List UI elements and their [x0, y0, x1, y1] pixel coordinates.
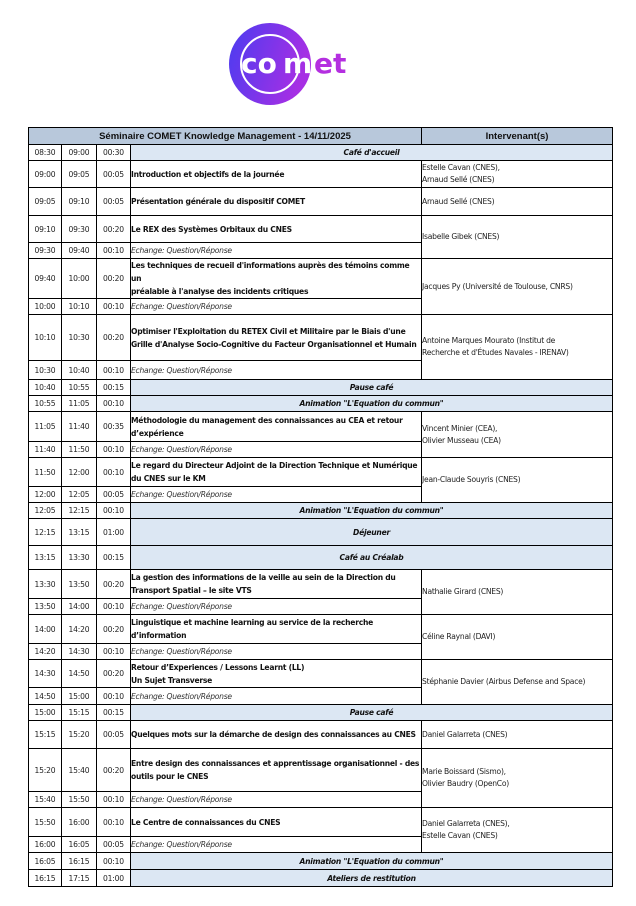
talk-title-line: d’expérience — [131, 428, 184, 438]
exchange-label: Echange: Question/Réponse — [131, 361, 422, 380]
agenda-row-break — [29, 503, 613, 519]
start-time: 13:15 — [29, 546, 62, 570]
end-time: 11:05 — [62, 396, 97, 412]
seminar-title: Séminaire COMET Knowledge Management - 14/11/2025 — [29, 128, 422, 145]
start-time: 12:15 — [29, 519, 62, 546]
exchange-label: Echange: Question/Réponse — [131, 243, 422, 259]
duration: 00:10 — [97, 442, 131, 458]
start-time: 10:00 — [29, 299, 62, 315]
duration: 00:15 — [97, 380, 131, 396]
logo-text-m: m — [283, 47, 313, 80]
end-time: 16:00 — [62, 808, 97, 837]
speaker-name: Stéphanie Davier (Airbus Defense and Space) — [422, 677, 586, 686]
speaker-cell — [422, 259, 613, 315]
duration: 00:30 — [97, 145, 131, 161]
talk-title — [131, 188, 422, 216]
start-time: 09:10 — [29, 216, 62, 243]
end-time: 14:00 — [62, 599, 97, 615]
duration: 00:20 — [97, 749, 131, 792]
start-time: 10:40 — [29, 380, 62, 396]
end-time: 09:00 — [62, 145, 97, 161]
end-time: 10:40 — [62, 361, 97, 380]
talk-title-line: Grille d'Analyse Socio-Cognitive du Facteur Organisationnel et Humain — [131, 339, 417, 349]
speaker-name: Estelle Cavan (CNES), — [422, 163, 500, 172]
end-time: 15:50 — [62, 792, 97, 808]
duration: 00:20 — [97, 660, 131, 688]
speaker-name: Isabelle Gibek (CNES) — [422, 232, 500, 241]
agenda-row-talk — [29, 458, 613, 487]
end-time: 14:30 — [62, 644, 97, 660]
speaker-cell — [422, 721, 613, 749]
talk-title-line: Le REX des Systèmes Orbitaux du CNES — [131, 224, 292, 234]
agenda-row-break — [29, 870, 613, 887]
duration: 00:10 — [97, 361, 131, 380]
speaker-name: Nathalie Girard (CNES) — [422, 587, 504, 596]
speaker-cell — [422, 660, 613, 705]
start-time: 14:00 — [29, 615, 62, 644]
agenda-row-break — [29, 853, 613, 870]
talk-title — [131, 721, 422, 749]
start-time: 09:05 — [29, 188, 62, 216]
end-time: 17:15 — [62, 870, 97, 887]
exchange-label: Echange: Question/Réponse — [131, 299, 422, 315]
speaker-name: Olivier Musseau (CEA) — [422, 435, 501, 445]
agenda-row-break — [29, 519, 613, 546]
exchange-label: Echange: Question/Réponse — [131, 487, 422, 503]
start-time: 10:30 — [29, 361, 62, 380]
talk-title-line: Retour d’Experiences / Lessons Learnt (LL) — [131, 662, 305, 672]
duration: 00:10 — [97, 853, 131, 870]
talk-title-line: Présentation générale du dispositif COMET — [131, 197, 305, 206]
duration: 00:10 — [97, 299, 131, 315]
start-time: 08:30 — [29, 145, 62, 161]
talk-title — [131, 570, 422, 599]
break-label: Café d'accueil — [131, 145, 613, 161]
duration: 00:10 — [97, 458, 131, 487]
break-label: Animation "L'Equation du commun" — [131, 503, 613, 519]
agenda-row-break — [29, 396, 613, 412]
duration: 00:10 — [97, 503, 131, 519]
agenda-row-break — [29, 145, 613, 161]
comet-logo — [228, 22, 358, 106]
start-time: 15:50 — [29, 808, 62, 837]
start-time: 14:50 — [29, 688, 62, 705]
agenda-row-talk — [29, 216, 613, 243]
speaker-name: Estelle Cavan (CNES) — [422, 831, 498, 840]
speaker-name: Arnaud Sellé (CNES) — [422, 196, 495, 206]
agenda-row-break — [29, 380, 613, 396]
talk-title-line: d’information — [131, 631, 187, 640]
agenda-row-break — [29, 546, 613, 570]
end-time: 13:30 — [62, 546, 97, 570]
talk-title — [131, 458, 422, 487]
agenda-row-talk — [29, 749, 613, 792]
speaker-cell — [422, 615, 613, 660]
agenda-row-break — [29, 705, 613, 721]
agenda-row-talk — [29, 721, 613, 749]
duration: 01:00 — [97, 519, 131, 546]
end-time: 09:10 — [62, 188, 97, 216]
talk-title-line: Méthodologie du management des connaissances au CEA et retour — [131, 415, 403, 425]
end-time: 10:30 — [62, 315, 97, 361]
exchange-label: Echange: Question/Réponse — [131, 688, 422, 705]
duration: 00:20 — [97, 216, 131, 243]
duration: 00:10 — [97, 792, 131, 808]
logo-text-co: co — [241, 47, 277, 80]
start-time: 12:00 — [29, 487, 62, 503]
start-time: 11:05 — [29, 412, 62, 442]
speaker-name: Antoine Marques Mourato (Institut de — [422, 336, 556, 345]
start-time: 16:05 — [29, 853, 62, 870]
talk-title-line: Entre design des connaissances et apprentissage organisationnel - des — [131, 759, 420, 768]
talk-title-line: Transport Spatial – le site VTS — [131, 586, 252, 595]
agenda-row-talk — [29, 660, 613, 688]
talk-title — [131, 660, 422, 688]
end-time: 16:15 — [62, 853, 97, 870]
agenda-body — [29, 145, 613, 887]
start-time: 15:20 — [29, 749, 62, 792]
end-time: 15:15 — [62, 705, 97, 721]
speaker-cell — [422, 570, 613, 615]
break-label: Animation "L'Equation du commun" — [131, 396, 613, 412]
duration: 00:05 — [97, 721, 131, 749]
exchange-label: Echange: Question/Réponse — [131, 837, 422, 853]
duration: 00:20 — [97, 615, 131, 644]
break-label: Animation "L'Equation du commun" — [131, 853, 613, 870]
speaker-name: Vincent Minier (CEA), — [422, 423, 498, 433]
speakers-header: Intervenant(s) — [422, 128, 613, 145]
duration: 00:10 — [97, 396, 131, 412]
break-label: Ateliers de restitution — [131, 870, 613, 887]
agenda-row-talk — [29, 412, 613, 442]
talk-title — [131, 808, 422, 837]
start-time: 15:40 — [29, 792, 62, 808]
speaker-cell — [422, 216, 613, 259]
exchange-label: Echange: Question/Réponse — [131, 442, 422, 458]
break-label: Pause café — [131, 380, 613, 396]
duration: 00:10 — [97, 599, 131, 615]
end-time: 12:15 — [62, 503, 97, 519]
agenda-row-talk — [29, 808, 613, 837]
duration: 00:20 — [97, 259, 131, 299]
talk-title — [131, 615, 422, 644]
start-time: 09:30 — [29, 243, 62, 259]
start-time: 16:00 — [29, 837, 62, 853]
talk-title-line: Le Centre de connaissances du CNES — [131, 817, 281, 827]
talk-title-line: outils pour le CNES — [131, 772, 209, 781]
end-time: 13:50 — [62, 570, 97, 599]
talk-title — [131, 259, 422, 299]
start-time: 10:10 — [29, 315, 62, 361]
talk-title-line: Linguistique et machine learning au service de la recherche — [131, 618, 374, 627]
duration: 00:35 — [97, 412, 131, 442]
start-time: 11:50 — [29, 458, 62, 487]
end-time: 09:40 — [62, 243, 97, 259]
speaker-name: Recherche et d'Études Navales - IRENAV) — [422, 348, 569, 357]
end-time: 10:00 — [62, 259, 97, 299]
end-time: 10:10 — [62, 299, 97, 315]
talk-title-line: Optimiser l'Exploitation du RETEX Civil et Militaire par le Biais d'une — [131, 326, 406, 336]
speaker-cell — [422, 315, 613, 380]
talk-title-line: préalable à l'analyse des incidents critiques — [131, 287, 309, 296]
duration: 00:05 — [97, 837, 131, 853]
end-time: 14:50 — [62, 660, 97, 688]
talk-title-line: La gestion des informations de la veille au sein de la Direction du — [131, 573, 396, 582]
break-label: Café au Créalab — [131, 546, 613, 570]
agenda-table — [28, 127, 613, 887]
duration: 00:05 — [97, 487, 131, 503]
start-time: 14:20 — [29, 644, 62, 660]
exchange-label: Echange: Question/Réponse — [131, 792, 422, 808]
end-time: 12:05 — [62, 487, 97, 503]
speaker-cell — [422, 412, 613, 458]
speaker-name: Arnaud Sellé (CNES) — [422, 175, 495, 184]
speaker-name: Céline Raynal (DAVI) — [422, 632, 496, 641]
start-time: 13:50 — [29, 599, 62, 615]
start-time: 09:40 — [29, 259, 62, 299]
speaker-name: Jacques Py (Université de Toulouse, CNRS) — [422, 281, 573, 291]
start-time: 14:30 — [29, 660, 62, 688]
duration: 00:05 — [97, 188, 131, 216]
end-time: 09:05 — [62, 161, 97, 188]
talk-title — [131, 161, 422, 188]
end-time: 11:50 — [62, 442, 97, 458]
speaker-name: Olivier Baudry (OpenCo) — [422, 779, 509, 788]
talk-title-line: Un Sujet Transverse — [131, 675, 213, 685]
talk-title — [131, 216, 422, 243]
start-time: 13:30 — [29, 570, 62, 599]
talk-title — [131, 749, 422, 792]
end-time: 15:20 — [62, 721, 97, 749]
start-time: 16:15 — [29, 870, 62, 887]
speaker-cell — [422, 749, 613, 808]
talk-title — [131, 412, 422, 442]
end-time: 14:20 — [62, 615, 97, 644]
speaker-cell — [422, 188, 613, 216]
break-label: Déjeuner — [131, 519, 613, 546]
duration: 00:20 — [97, 315, 131, 361]
logo-text-et: et — [314, 47, 347, 80]
start-time: 12:05 — [29, 503, 62, 519]
table-header-row — [29, 128, 613, 145]
end-time: 12:00 — [62, 458, 97, 487]
end-time: 09:30 — [62, 216, 97, 243]
end-time: 13:15 — [62, 519, 97, 546]
speaker-name: Daniel Galarreta (CNES) — [422, 729, 508, 739]
duration: 00:15 — [97, 705, 131, 721]
speaker-name: Daniel Galarreta (CNES), — [422, 819, 510, 828]
start-time: 15:15 — [29, 721, 62, 749]
agenda-row-talk — [29, 161, 613, 188]
end-time: 15:40 — [62, 749, 97, 792]
duration: 00:05 — [97, 161, 131, 188]
duration: 00:10 — [97, 644, 131, 660]
talk-title-line: Les techniques de recueil d'informations auprès des témoins comme un — [131, 261, 410, 283]
talk-title-line: du CNES sur le KM — [131, 474, 206, 483]
end-time: 11:40 — [62, 412, 97, 442]
end-time: 16:05 — [62, 837, 97, 853]
agenda-row-talk — [29, 188, 613, 216]
agenda-row-talk — [29, 615, 613, 644]
exchange-label: Echange: Question/Réponse — [131, 644, 422, 660]
start-time: 15:00 — [29, 705, 62, 721]
speaker-name: Jean-Claude Souyris (CNES) — [422, 475, 521, 484]
speaker-name: Marie Boissard (Sismo), — [422, 767, 506, 776]
speaker-cell — [422, 161, 613, 188]
duration: 00:10 — [97, 243, 131, 259]
duration: 00:15 — [97, 546, 131, 570]
start-time: 09:00 — [29, 161, 62, 188]
talk-title — [131, 315, 422, 361]
talk-title-line: Introduction et objectifs de la journée — [131, 169, 285, 179]
agenda-row-talk — [29, 315, 613, 361]
exchange-label: Echange: Question/Réponse — [131, 599, 422, 615]
duration: 00:10 — [97, 688, 131, 705]
talk-title-line: Quelques mots sur la démarche de design des connaissances au CNES — [131, 730, 416, 739]
duration: 00:20 — [97, 570, 131, 599]
start-time: 11:40 — [29, 442, 62, 458]
speaker-cell — [422, 808, 613, 853]
break-label: Pause café — [131, 705, 613, 721]
agenda-row-talk — [29, 570, 613, 599]
duration: 01:00 — [97, 870, 131, 887]
end-time: 10:55 — [62, 380, 97, 396]
agenda-row-talk — [29, 259, 613, 299]
speaker-cell — [422, 458, 613, 503]
start-time: 10:55 — [29, 396, 62, 412]
end-time: 15:00 — [62, 688, 97, 705]
duration: 00:10 — [97, 808, 131, 837]
talk-title-line: Le regard du Directeur Adjoint de la Direction Technique et Numérique — [131, 461, 418, 470]
